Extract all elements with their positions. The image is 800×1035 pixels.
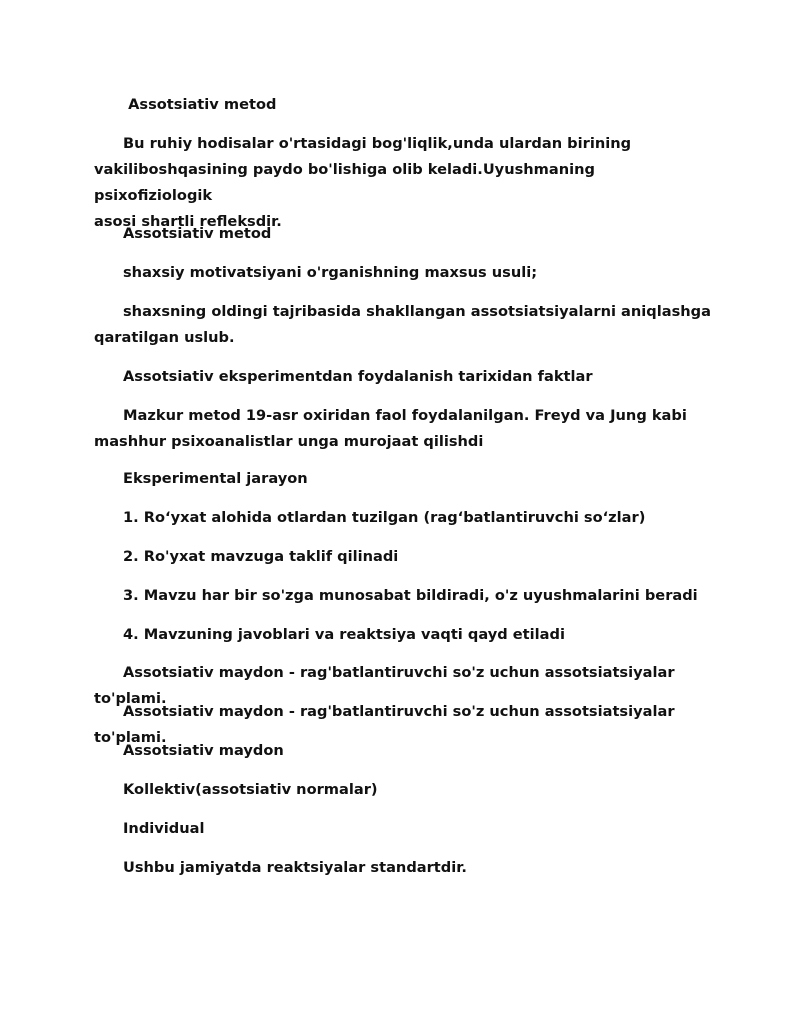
list-item-step-1: 1. Ro‘yxat alohida otlardan tuzilgan (rag‘batlantiruvchi so‘zlar) <box>123 509 646 526</box>
heading-history-facts: Assotsiativ eksperimentdan foydalanish tarixidan faktlar <box>123 368 593 385</box>
heading-experimental-process: Eksperimental jarayon <box>123 470 308 487</box>
list-item-step-2: 2. Ro'yxat mavzuga taklif qilinadi <box>123 548 399 565</box>
paragraph-associative-field-1: Assotsiativ maydon - rag'batlantiruvchi so'z uchun assotsiatsiyalar to'plami. <box>94 664 680 707</box>
list-item-step-3: 3. Mavzu har bir so'zga munosabat bildiradi, o'z uyushmalarini beradi <box>123 587 698 604</box>
paragraph-motivation-method: shaxsiy motivatsiyani o'rganishning maxsus usuli; <box>123 264 538 281</box>
heading-assotsiativ-metod: Assotsiativ metod <box>123 96 277 113</box>
heading-assotsiativ-metod-2: Assotsiativ metod <box>123 225 272 242</box>
paragraph-history: Mazkur metod 19-asr oxiridan faol foydalanilgan. Freyd va Jung kabi mashhur psixoanalistlar unga murojaat qilishdi <box>94 407 687 450</box>
paragraph-individual: Individual <box>123 820 205 837</box>
paragraph-collective: Kollektiv(assotsiativ normalar) <box>123 781 378 798</box>
list-item-step-4: 4. Mavzuning javoblari va reaktsiya vaqti qayd etiladi <box>123 626 565 643</box>
heading-associative-field: Assotsiativ maydon <box>123 742 284 759</box>
paragraph-associative-field-2: Assotsiativ maydon - rag'batlantiruvchi so'z uchun assotsiatsiyalar to'plami. <box>94 703 680 746</box>
paragraph-standard-reactions: Ushbu jamiyatda reaktsiyalar standartdir. <box>123 859 467 876</box>
paragraph-definition: Bu ruhiy hodisalar o'rtasidagi bog'liqlik,unda ulardan birining vakiliboshqasining paydo bo'lishiga olib keladi.Uyushmaning psixofiziologik asosi shartli refleksdir. <box>94 135 632 230</box>
paragraph-experience-method: shaxsning oldingi tajribasida shakllangan assotsiatsiyalarni aniqlashga qaratilgan uslub. <box>94 303 711 346</box>
